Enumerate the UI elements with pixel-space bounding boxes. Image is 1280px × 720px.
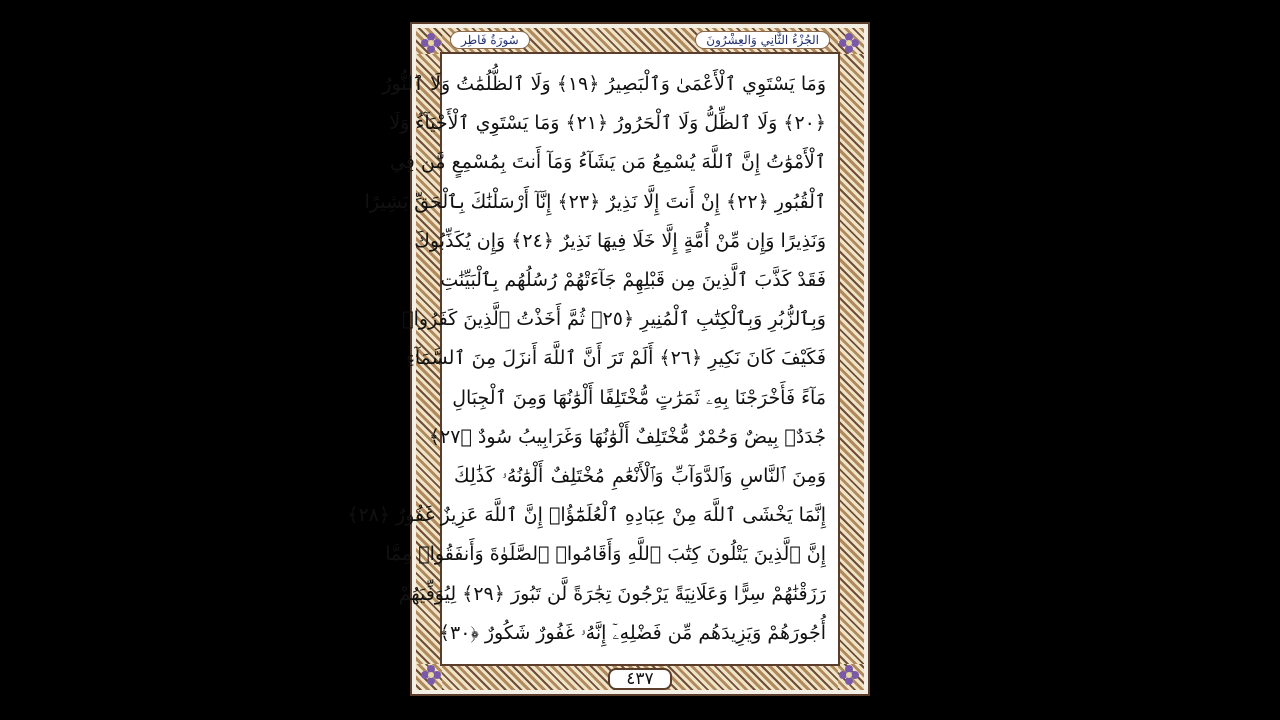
text-line: ٱلْقُبُورِ ﴿٢٢﴾ إِنْ أَنتَ إِلَّا نَذِيرٌ ﴿٢٣﴾ إِنَّآ أَرْسَلْنَٰكَ بِٱلْحَقِّ بَشِيرًا — [364, 190, 826, 213]
verse-text-area — [347, 68, 826, 650]
text-line: ٱلْأَمْوَٰتُ إِنَّ ٱللَّهَ يُسْمِعُ مَن يَشَآءُ وَمَآ أَنتَ بِمُسْمِعٍ مَّن فِي — [389, 151, 826, 174]
text-line: أُجُورَهُمْ وَيَزِيدَهُم مِّن فَضْلِهِۦٓ إِنَّهُۥ غَفُورٌ شَكُورٌ ﴿٣٠﴾ — [438, 621, 826, 644]
page-header — [440, 28, 840, 52]
text-line: وَبِٱلزُّبُرِ وَبِٱلْكِتَٰبِ ٱلْمُنِيرِ ﴿٢٥﴾ ثُمَّ أَخَذْتُ ٱلَّذِينَ كَفَرُوا۟ — [402, 308, 826, 331]
flower-ornament-icon — [418, 662, 444, 688]
text-line: وَمِنَ ٱلنَّاسِ وَٱلدَّوَآبِّ وَٱلْأَنْعَٰمِ مُخْتَلِفٌ أَلْوَٰنُهُۥ كَذَٰلِكَ — [454, 465, 826, 488]
surah-name: سُورَةُ فَاطِر — [450, 31, 530, 49]
page-number: ٤٣٧ — [608, 668, 672, 690]
text-line: مَآءً فَأَخْرَجْنَا بِهِۦ ثَمَرَٰتٍ مُّخْتَلِفًا أَلْوَٰنُهَا وَمِنَ ٱلْجِبَالِ — [452, 386, 826, 409]
mushaf-page — [347, 22, 870, 696]
text-line: فَقَدْ كَذَّبَ ٱلَّذِينَ مِن قَبْلِهِمْ جَآءَتْهُمْ رُسُلُهُم بِٱلْبَيِّنَٰتِ — [440, 269, 826, 292]
text-line: رَزَقْنَٰهُمْ سِرًّا وَعَلَانِيَةً يَرْجُونَ تِجَٰرَةً لَّن تَبُورَ ﴿٢٩﴾ لِيُوَفِّيَهُمْ — [398, 582, 826, 605]
text-line: إِنَّمَا يَخْشَى ٱللَّهَ مِنْ عِبَادِهِ ٱلْعُلَمَٰٓؤُا۟ إِنَّ ٱللَّهَ عَزِيزٌ غَفُورٌ ﴿٢٨﴾ — [347, 504, 826, 527]
text-line: وَنَذِيرًا وَإِن مِّنْ أُمَّةٍ إِلَّا خَلَا فِيهَا نَذِيرٌ ﴿٢٤﴾ وَإِن يُكَذِّبُوكَ — [414, 229, 826, 252]
juz-name: الجُزْءُ الثَّانِي وَالعِشْرُونَ — [695, 31, 830, 49]
text-line: ﴿٢٠﴾ وَلَا ٱلظِّلُّ وَلَا ٱلْحَرُورُ ﴿٢١﴾ وَمَا يَسْتَوِي ٱلْأَحْيَآءُ وَلَا — [389, 112, 826, 135]
text-line: جُدَدٌۢ بِيضٌ وَحُمْرٌ مُّخْتَلِفٌ أَلْوَٰنُهَا وَغَرَابِيبُ سُودٌ ﴿٢٧﴾ — [428, 425, 826, 448]
text-line: وَمَا يَسْتَوِي ٱلْأَعْمَىٰ وَٱلْبَصِيرُ ﴿١٩﴾ وَلَا ٱلظُّلُمَٰتُ وَلَا ٱلنُّورُ — [382, 73, 826, 95]
text-line: إِنَّ ٱلَّذِينَ يَتْلُونَ كِتَٰبَ ٱللَّهِ وَأَقَامُوا۟ ٱلصَّلَوٰةَ وَأَنفَقُوا۟ مِمَّا — [385, 543, 826, 566]
flower-ornament-icon — [836, 662, 862, 688]
text-line: فَكَيْفَ كَانَ نَكِيرِ ﴿٢٦﴾ أَلَمْ تَرَ أَنَّ ٱللَّهَ أَنزَلَ مِنَ ٱلسَّمَآءِ — [405, 347, 826, 370]
